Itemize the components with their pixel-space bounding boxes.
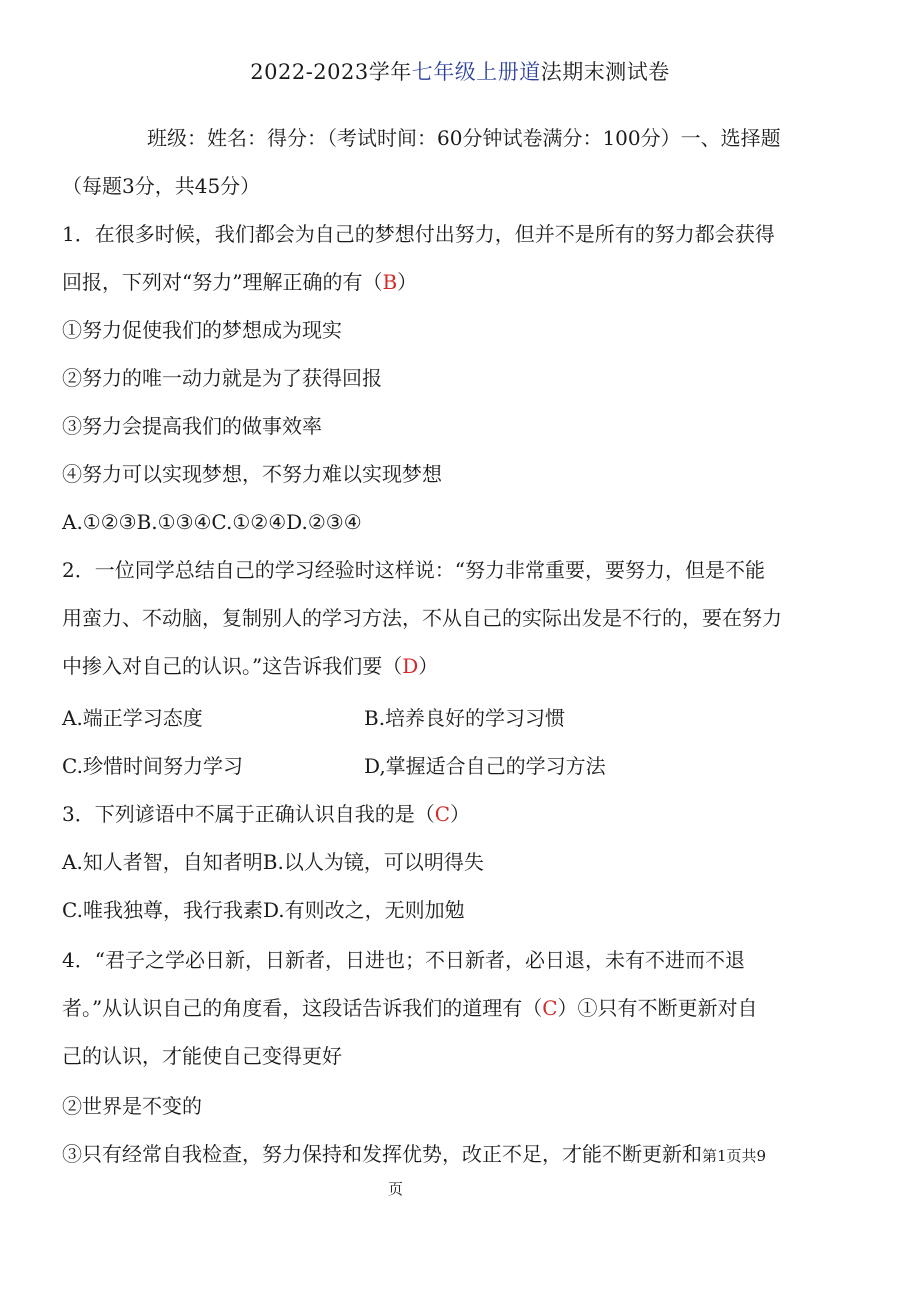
q2-choice-b: B.培养良好的学习习惯 [364,706,566,730]
q4-statement-2: ②世界是不变的 [62,1094,202,1118]
q1-stem-line2: 回报，下列对“努力”理解正确的有（B） [62,270,418,294]
exam-header-line: 班级：姓名：得分：（考试时间：60分钟试卷满分：100分）一、选择题 [147,126,781,150]
q3-choices-cd: C.唯我独尊，我行我素D.有则改之，无则加勉 [62,898,465,922]
q2-stem-line3: 中掺入对自己的认识。”这告诉我们要（D） [62,654,439,678]
q1-statement-3: ③努力会提高我们的做事效率 [62,414,322,438]
title-suffix: 法期末测试卷 [540,60,670,84]
title-prefix: 2022-2023学年 [250,60,412,84]
q4-stem-line2: 者。”从认识自己的角度看，这段话告诉我们的道理有（C）①只有不断更新对自 [62,996,758,1020]
q1-statement-4: ④努力可以实现梦想，不努力难以实现梦想 [62,462,442,486]
q1-statement-2: ②努力的唯一动力就是为了获得回报 [62,366,382,390]
q1-stem-line1: 1．在很多时候，我们都会为自己的梦想付出努力，但并不是所有的努力都会获得 [62,222,775,246]
q2-choice-d: D,掌握适合自己的学习方法 [364,754,606,778]
q2-stem-line1: 2．一位同学总结自己的学习经验时这样说：“努力非常重要，要努力，但是不能 [62,558,765,582]
q4-stem-line1: 4．“君子之学必日新，日新者，日进也；不日新者，必日退，未有不进而不退 [62,948,745,972]
q4-answer: C [542,996,558,1020]
title-grade: 七年级上册道 [411,60,541,84]
q2-answer: D [402,654,419,678]
q2-choice-a: A.端正学习态度 [62,706,203,730]
page-number-end: 页 [388,1180,404,1198]
q2-choices-row1 [62,694,862,742]
section-scoring-note: （每题3分，共45分） [62,174,261,198]
q3-answer: C [434,802,451,826]
q3-choices-ab: A.知人者智，自知者明B.以人为镜，可以明得失 [62,850,484,874]
page-title [0,56,920,86]
q2-stem-line2: 用蛮力、不动脑，复制别人的学习方法，不从自己的实际出发是不行的，要在努力 [62,606,782,630]
page-number-info: 第1页共9 [702,1147,767,1165]
q2-choices-row2 [62,742,862,790]
q1-choices: A.①②③B.①③④C.①②④D.②③④ [62,510,362,534]
q4-statement-3: ③只有经常自我检查，努力保持和发挥优势，改正不足，才能不断更新和第1页共9 [62,1142,767,1166]
q4-stem-line3: 己的认识，才能使自己变得更好 [62,1044,342,1068]
q3-stem: 3．下列谚语中不属于正确认识自我的是（C） [62,802,471,826]
q1-answer: B [382,270,398,294]
q2-choice-c: C.珍惜时间努力学习 [62,754,243,778]
q1-statement-1: ①努力促使我们的梦想成为现实 [62,318,342,342]
